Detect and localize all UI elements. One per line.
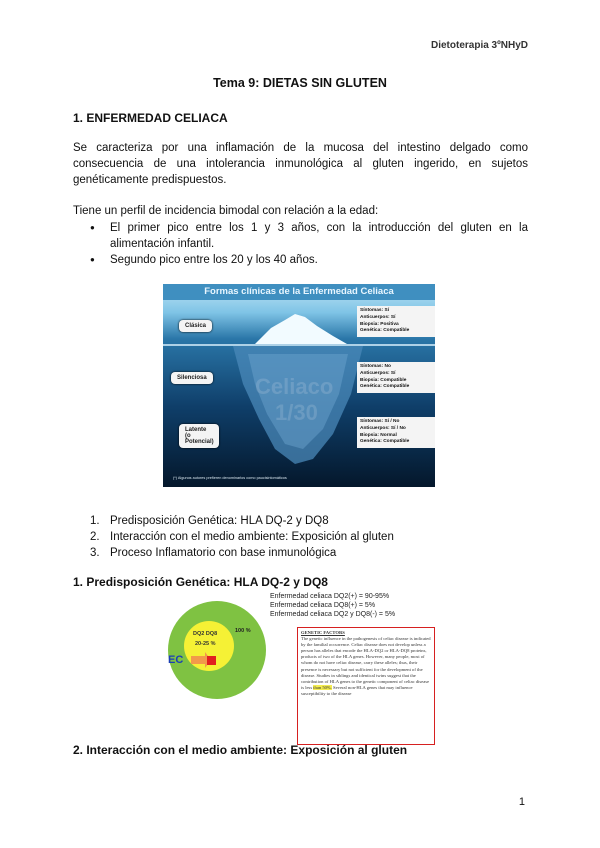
numbered-list	[90, 513, 394, 561]
section-heading: 1. ENFERMEDAD CELIACA	[73, 111, 228, 125]
subsection-heading: 1. Predisposición Genética: HLA DQ-2 y DQ8	[73, 575, 328, 589]
ec-label: EC	[168, 654, 184, 666]
bullet-item: ● El primer pico entre los 1 y 3 años, con la introducción del gluten en la alimentación infantil.	[90, 220, 528, 252]
iceberg-figure	[163, 284, 435, 487]
info-box-clasica: Síntomas: Sí Anticuerpos: Sí Biopsia: Positiva Genética: Compatible	[357, 306, 435, 337]
bullet-list	[90, 220, 528, 268]
running-header: Dietoterapia 3ºNHyD	[430, 40, 528, 51]
figure-title: Formas clínicas de la Enfermedad Celiaca	[204, 286, 394, 297]
info-box-silenciosa: Síntomas: No Anticuerpos: Sí Biopsia: Compatible Genética: Compatible	[357, 362, 435, 393]
figure-footnote: (*) Algunos autores prefieren denominarlos como paucisintomáticos	[173, 476, 287, 480]
article-excerpt: GENETIC FACTORS The genetic influence in the pathogenesis of celiac disease is indicated by the familial occurrence. Celiac disease does not develop unless a person has alleles that encode the HLA-DQ2 or HLA-DQ8 proteins, products of two of the HLA genes. However, many people, most of whom do not have celiac disease, carry these alleles; thus, their presence is necessary but not sufficient for the development of the disease. Studies in siblings and identical twins suggest that the contribution of HLA genes to the genetic component of celiac disease is less than 50%. Several non-HLA genes that may influence susceptibility to the disease	[297, 627, 435, 745]
numbered-item: 1. Predisposición Genética: HLA DQ-2 y DQ8	[90, 515, 329, 527]
intro-paragraph: Se caracteriza por una inflamación de la mucosa del intestino delgado como consecuencia de una intolerancia inmunológica al gluten ingerido, en sujetos genéticamente predispuestos.	[73, 142, 528, 186]
watermark: 1/30	[275, 400, 318, 425]
genetics-venn-diagram	[167, 600, 267, 700]
incidence-paragraph: Tiene un perfil de incidencia bimodal con relación a la edad:	[73, 205, 379, 217]
info-box-latente: Síntomas: Sí / No Anticuerpos: Sí / No Biopsia: Normal Genética: Compatible	[357, 417, 435, 448]
subsection-heading: 2. Interacción con el medio ambiente: Exposición al gluten	[73, 743, 408, 757]
outer-percent: 100 %	[235, 628, 251, 634]
page-number: 1	[518, 796, 525, 808]
genetics-percentages: Enfermedad celiaca DQ2(+) = 90-95% Enfermedad celiaca DQ8(+) = 5% Enfermedad celiaca DQ2 y DQ8(-) = 5%	[270, 593, 396, 618]
watermark: Celiaco	[255, 374, 334, 399]
bullet-item: ● Segundo pico entre los 20 y los 40 años.	[90, 252, 528, 268]
inner-label: DQ2 DQ8	[193, 631, 218, 637]
label-silenciosa: Silenciosa	[171, 372, 213, 384]
inner-percent: 20-25 %	[195, 641, 216, 647]
numbered-item: 2. Interacción con el medio ambiente: Exposición al gluten	[90, 531, 394, 543]
numbered-item: 3. Proceso Inflamatorio con base inmunológica	[90, 547, 337, 559]
label-clasica: Clásica	[179, 320, 212, 332]
page-title: Tema 9: DIETAS SIN GLUTEN	[213, 76, 387, 90]
label-latente: Latente (o Potencial)	[179, 424, 219, 448]
